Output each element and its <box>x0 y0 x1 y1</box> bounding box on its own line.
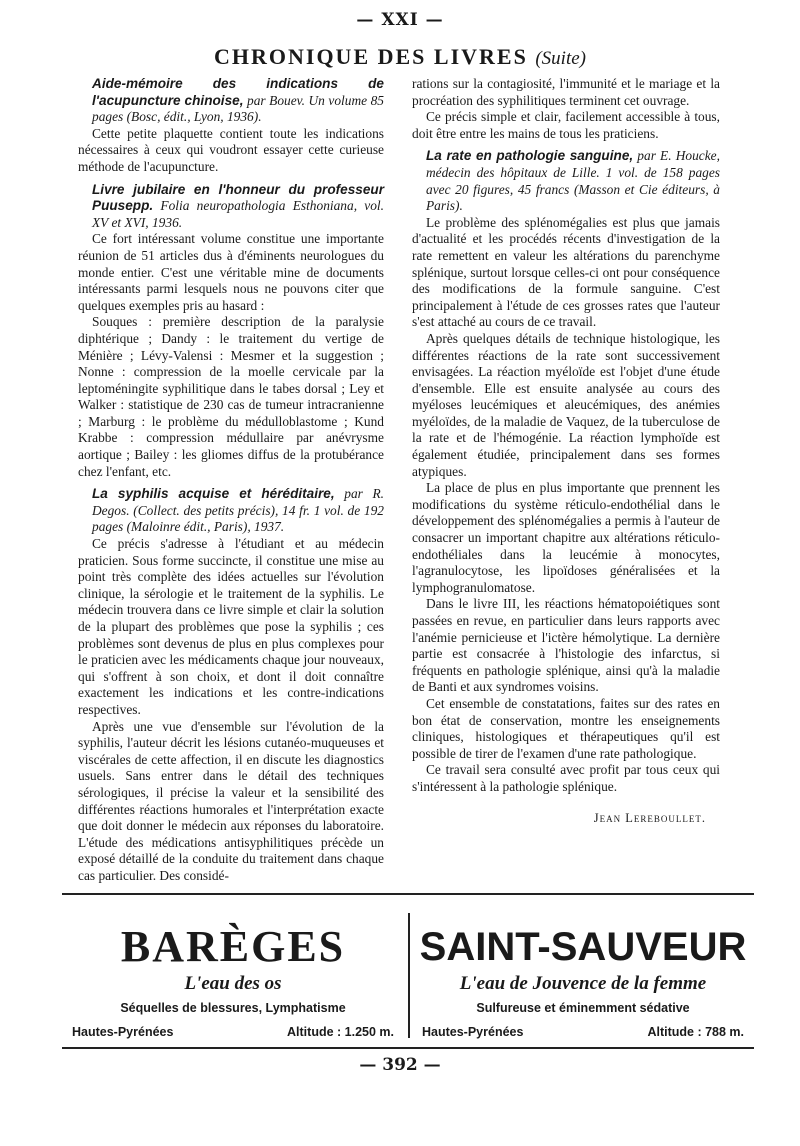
review-heading-puusepp <box>78 182 384 232</box>
review-paragraph: La place de plus en plus importante que prennent les modifications du système réticulo-endothélial dans le développement des splénomégalies a permis à l'auteur de consacrer un important chapitre aux altérations réticulo-endothéliales dans la leucémie à monocytes, l'agranulocytose, les lipoïdoses généralisées et la lymphogranulomatose. <box>412 480 720 595</box>
review-paragraph: Cet ensemble de constatations, faites sur des rates en bon état de conservation, montre les enseignements cliniques, histologiques et thérapeutiques qu'il est possible de tirer de l'examen d'une rate pathologique. <box>412 695 720 761</box>
left-column <box>78 76 384 885</box>
advert-bareges <box>68 905 398 1043</box>
reviewer-signature: Jean Lereboullet. <box>593 810 706 825</box>
review-paragraph: Ce travail sera consulté avec profit par tous ceux qui s'intéressent à la pathologie splénique. <box>412 762 720 794</box>
advert-tagline: L'eau des os <box>184 973 282 994</box>
review-paragraph: Ce fort intéressant volume constitue une importante réunion de 51 articles dus à d'éminents neurologues du monde entier. C'est une véritable mine de documents intéressants parmi lesquels nous ne pouvons citer que quelques exemples pris au hasard : <box>78 231 384 313</box>
section-title <box>0 44 800 70</box>
advert-subtitle: Séquelles de blessures, Lymphatisme <box>120 1001 346 1015</box>
advert-location-line <box>418 1023 748 1041</box>
advert-name: BARÈGES <box>120 922 346 971</box>
review-paragraph: Le problème des splénomégalies est plus que jamais d'actualité et les procédés récents d'investigation de la rate remettent en valeur les altérations du parenchyme splénique, surtout lorsque celles-ci ont pour conséquence des modifications de la formule sanguine. C'est principalement à l'étude de ces grosses rates que l'auteur s'est attaché au cours de ce travail. <box>412 214 720 330</box>
advert-bottom-rule <box>62 1047 754 1049</box>
review-paragraph-continued: rations sur la contagiosité, l'immunité et le mariage et la procréation des syphilitiques terminent cet ouvrage. <box>412 76 720 108</box>
roman-page-marker: — XXI — <box>356 10 444 30</box>
review-paragraph: Souques : première description de la paralysie diphtérique ; Dandy : le traitement du vertige de Ménière ; Lévy-Valensi : Mesmer et la suggestion ; Nonne : compression de la moelle cervicale par la leptoméningite syphilitique dans le tabes dorsal ; Ley et Walker : statistique de 230 cas de tumeur intracranienne ; Marburg : le problème du médulloblastome ; Kund Krabbe : compression médullaire par anévrysme aortique ; Bailey : les gliomes diffus de la protubérance chez l'enfant, etc. <box>78 314 384 479</box>
advert-top-rule <box>62 893 754 895</box>
advert-location: Hautes-Pyrénées <box>72 1025 174 1039</box>
book-title: Aide-mémoire des indications de l'acupuncture chinoise, <box>92 76 384 108</box>
right-column <box>412 76 720 826</box>
book-reference: par Bouev. Un volume 85 pages (Bosc, édit., Lyon, 1936). <box>92 92 384 125</box>
review-paragraph: Dans le livre III, les réactions hématopoiétiques sont passées en revue, en particulier dans leurs rapports avec l'anémie pernicieuse et l'ictère hémolytique. La dernière partie est consacrée à l'histologie des infarctus, si fréquents en pathologie splénique, ainsi qu'à la maladie de Banti et aux syndromes voisins. <box>412 596 720 695</box>
section-title-text: CHRONIQUE DES LIVRES <box>214 44 528 69</box>
review-paragraph: Cette petite plaquette contient toute les indications nécessaires à ceux qui voudront essayer cette curieuse méthode de l'acupuncture. <box>78 125 384 174</box>
book-title: Livre jubilaire en l'honneur du professeur Puusepp. <box>92 181 384 214</box>
review-paragraph: Après quelques détails de technique histologique, les différentes réactions de la rate sont successivement envisagées. La réaction myéloïde est l'objet d'une étude d'ensemble. Elle est ensuite analysée au cours des myéloses leucémiques et aleucémiques, des anémies myéloïdes, de la maladie de Vaquez, de la tuberculose de la rate et de l'hémogénie. La réaction lymphoïde est également étudiée, principalement dans ses formes atypiques. <box>412 330 720 479</box>
advertisement-block <box>68 905 748 1043</box>
review-heading-acupuncture <box>78 76 384 126</box>
advert-altitude: Altitude : 788 m. <box>647 1025 744 1039</box>
advert-altitude: Altitude : 1.250 m. <box>287 1025 394 1039</box>
book-reference: Folia neuropathologia Esthoniana, vol. XV et XVI, 1936. <box>92 198 384 230</box>
page-header <box>0 10 800 30</box>
advert-location-line <box>68 1023 398 1041</box>
review-paragraph: Ce précis s'adresse à l'étudiant et au médecin praticien. Sous forme succincte, il constitue une mise au point très complète des idées actuelles sur l'évolution clinique, la sérologie et le traitement de la syphilis. Le médecin trouvera dans ce livre simple et clair la solution de la plupart des problèmes que pose la syphilis ; ces problèmes sont devenus de plus en plus complexes pour le praticien avec les médicaments chaque jour nouveaux, qui s'offrent à son choix, et dont il doit connaître exactement les indications et les contre-indications respectives. <box>78 536 384 717</box>
review-heading-syphilis <box>78 486 384 536</box>
advert-divider <box>408 913 410 1038</box>
section-title-suite: (Suite) <box>535 48 586 69</box>
review-paragraph: Ce précis simple et clair, facilement accessible à tous, doit être entre les mains de tous les praticiens. <box>412 109 720 141</box>
book-reference: par R. Degos. (Collect. des petits précis), 14 fr. 1 vol. de 192 pages (Maloinre édit., Paris), 1937. <box>92 486 384 535</box>
book-reference: par E. Houcke, médecin des hôpitaux de Lille. 1 vol. de 158 pages avec 20 figures, 45 francs (Masson et Cie éditeurs, à Paris). <box>426 148 720 214</box>
book-title: La rate en pathologie sanguine, <box>426 148 634 164</box>
review-heading-rate <box>412 148 720 214</box>
advert-location: Hautes-Pyrénées <box>422 1025 524 1039</box>
advert-tagline: L'eau de Jouvence de la femme <box>459 973 707 994</box>
advert-subtitle: Sulfureuse et éminemment sédative <box>476 1001 690 1015</box>
page-number: — 392 — <box>359 1055 441 1075</box>
review-paragraph: Après une vue d'ensemble sur l'évolution de la syphilis, l'auteur décrit les lésions cutanéo-muqueuses et viscérales de cette affection, il en discute les diagnostics usuels. Sans entrer dans le détail des techniques sérologiques, il précise la valeur et la sensibilité des différentes réactions humorales et l'interprétation exacte que doit donner le médecin aux réponses du laboratoire. L'étude des médications antisyphilitiques précède un exposé détaillé de la conduite du traitement dans chaque cas particulier. Des considé- <box>78 718 384 883</box>
advert-saint-sauveur <box>418 905 748 1043</box>
advert-name: SAINT-SAUVEUR <box>419 925 747 969</box>
book-title: La syphilis acquise et héréditaire, <box>92 486 335 502</box>
